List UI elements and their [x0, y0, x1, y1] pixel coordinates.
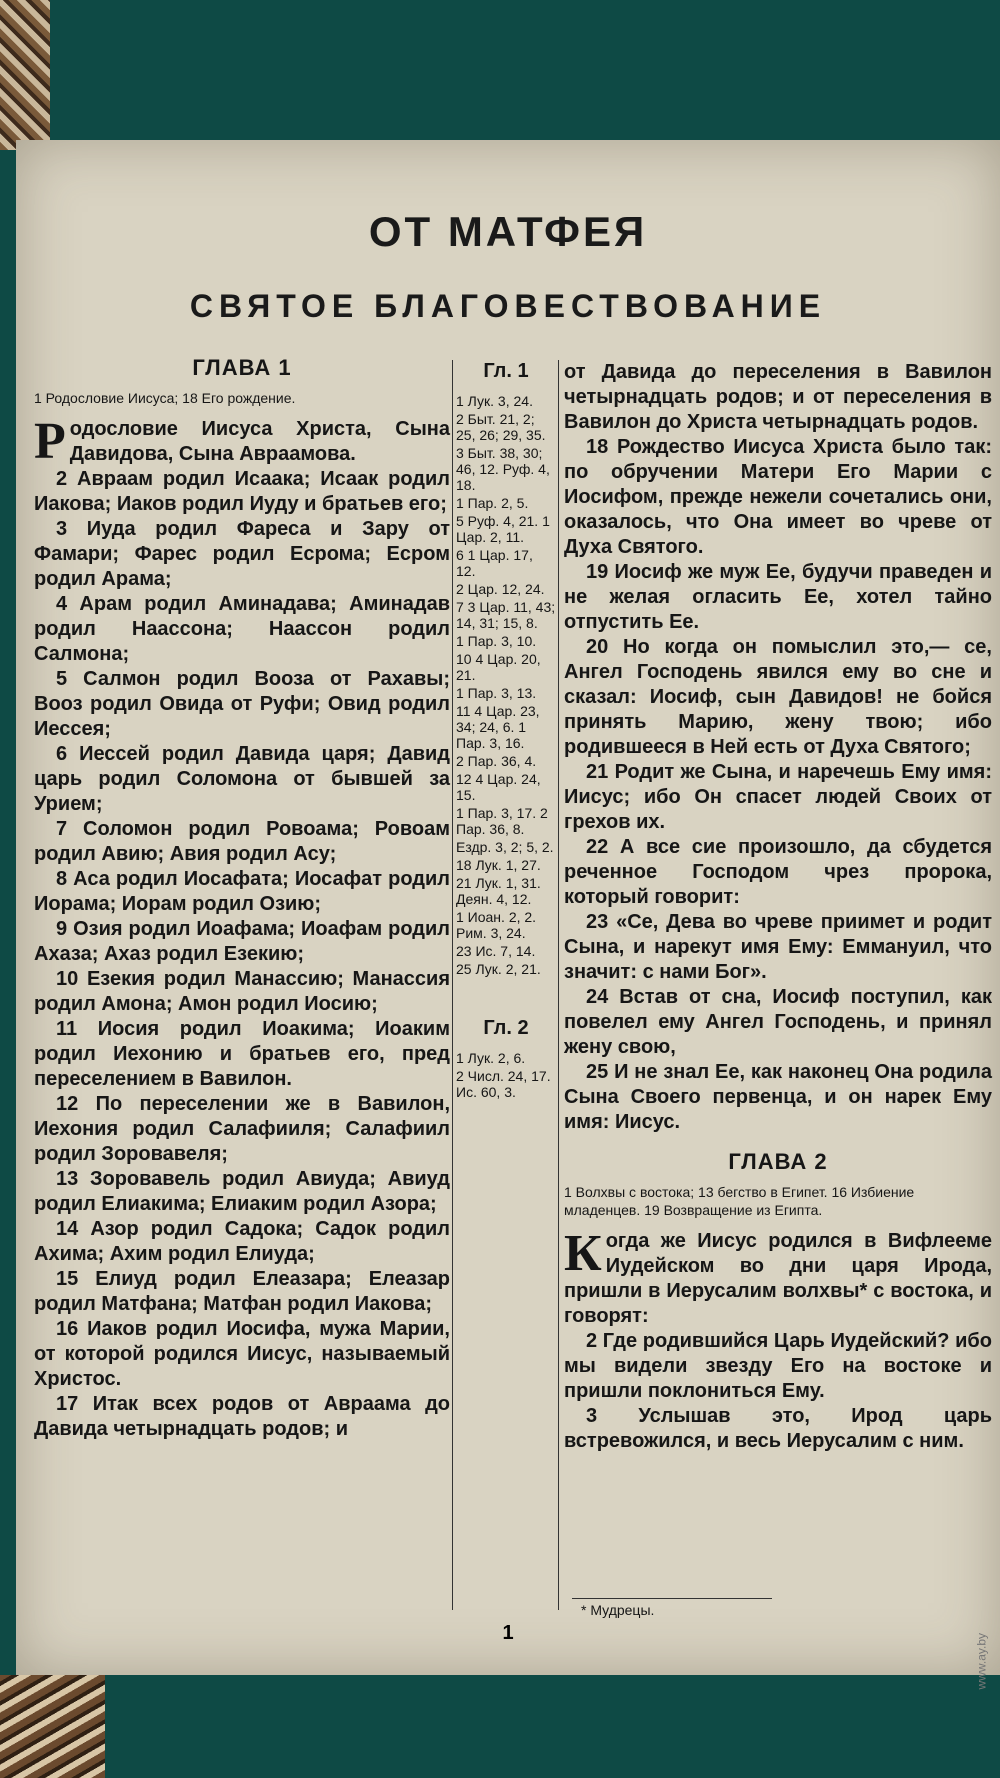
verse: 25 И не знал Ее, как наконец Она родила Сына Своего первенца, и он нарек Ему имя: Иисус. — [564, 1061, 992, 1133]
verse: 3 Услышав это, Ирод царь встревожился, и весь Иерусалим с ним. — [564, 1405, 992, 1452]
cross-ref-item: Ездр. 3, 2; 5, 2. — [456, 839, 554, 855]
chapter2-heading: ГЛАВА 2 — [728, 1149, 828, 1174]
verse: 24 Встав от сна, Иосиф поступил, как повелел ему Ангел Господень, и принял жену свою, — [564, 986, 992, 1058]
column-divider-right — [558, 360, 559, 1610]
cross-ref-list-1 — [456, 393, 556, 977]
chapter2-verse-1 — [564, 1225, 992, 1329]
cross-ref-item: 21 Лук. 1, 31. Деян. 4, 12. — [456, 875, 541, 907]
chapter1-verse-1 — [34, 413, 450, 470]
verse: 4 Арам родил Аминадава; Аминадав родил Наассона; Наассон родил Салмона; — [34, 593, 450, 665]
cross-reference-column — [456, 360, 556, 1102]
chapter2-verses — [564, 1329, 992, 1454]
chapter2-summary: 1 Волхвы с востока; 13 бегство в Египет. 16 Избиение младенцев. 19 Возвращение из Египта. — [564, 1184, 915, 1218]
verse: 18 Рождество Иисуса Христа было так: по обручении Матери Его Марии с Иосифом, прежде нежели сочетались они, оказалось, что Она имеет во чреве от Духа Святого. — [564, 436, 992, 558]
cross-ref-item: 3 Быт. 38, 30; 46, 12. Руф. 4, 18. — [456, 445, 550, 493]
verse: 10 Езекия родил Манассию; Манассия родил Амона; Амон родил Иосию; — [34, 968, 450, 1015]
verse: 15 Елиуд родил Елеазара; Елеазар родил Матфана; Матфан родил Иакова; — [34, 1268, 450, 1315]
verse: 17 Итак всех родов от Авраама до Давида четырнадцать родов; и — [34, 1393, 450, 1440]
text-column-right — [564, 360, 992, 1454]
cross-ref-item: 1 Лук. 2, 6. — [456, 1050, 526, 1066]
verse: 12 По переселении же в Вавилон, Иехония родил Салафииля; Салафиил родил Зоровавеля; — [34, 1093, 450, 1165]
dropcap: Р — [34, 413, 66, 470]
verse: 23 «Се, Дева во чреве приимет и родит Сына, и нарекут имя Ему: Еммануил, что значит: с нами Бог». — [564, 911, 992, 983]
verse: 6 Иессей родил Давида царя; Давид царь родил Соломона от бывшей за Урием; — [34, 743, 450, 815]
cross-ref-head-2: Гл. 2 — [483, 1017, 529, 1039]
cross-ref-item: 1 Иоан. 2, 2. Рим. 3, 24. — [456, 909, 537, 941]
cross-ref-item: 5 Руф. 4, 21. 1 Цар. 2, 11. — [456, 513, 550, 545]
chapter1-verses-left — [34, 467, 450, 1442]
cross-ref-item: 12 4 Цар. 24, 15. — [456, 771, 541, 803]
dropcap: К — [564, 1225, 602, 1282]
page-number: 1 — [502, 1622, 514, 1644]
column-divider-left — [452, 360, 453, 1610]
fabric-corner-top — [0, 0, 50, 150]
verse: 5 Салмон родил Вооза от Рахавы; Вооз родил Овида от Руфи; Овид родил Иессея; — [34, 668, 450, 740]
footnote-rule — [572, 1598, 772, 1599]
watermark: www.ay.by — [974, 1633, 988, 1690]
fabric-corner-bottom — [0, 1675, 105, 1778]
cross-ref-item: 1 Пар. 3, 13. — [456, 685, 537, 701]
cross-ref-item: 11 4 Цар. 23, 34; 24, 6. 1 Пар. 3, 16. — [456, 703, 540, 751]
cross-ref-item: 25 Лук. 2, 21. — [456, 961, 541, 977]
book-title: ОТ МАТФЕЯ — [368, 208, 648, 255]
book-subtitle: СВЯТОЕ БЛАГОВЕСТВОВАНИЕ — [189, 288, 827, 324]
cross-ref-item: 1 Пар. 3, 17. 2 Пар. 36, 8. — [456, 805, 548, 837]
cross-ref-item: 7 3 Цар. 11, 43; 14, 31; 15, 8. — [456, 599, 556, 631]
chapter1-summary: 1 Родословие Иисуса; 18 Его рождение. — [34, 390, 296, 406]
verse: 2 Авраам родил Исаака; Исаак родил Иакова; Иаков родил Иуду и братьев его; — [34, 468, 450, 515]
cross-ref-item: 10 4 Цар. 20, 21. — [456, 651, 541, 683]
cross-ref-head-1: Гл. 1 — [483, 360, 529, 382]
verse: 19 Иосиф же муж Ее, будучи праведен и не желая огласить Ее, хотел тайно отпустить Ее. — [564, 561, 992, 633]
verse: 7 Соломон родил Ровоама; Ровоам родил Авию; Авия родил Асу; — [34, 818, 450, 865]
cross-ref-item: 2 Числ. 24, 17. Ис. 60, 3. — [456, 1068, 551, 1100]
cross-ref-item: 23 Ис. 7, 14. — [456, 943, 536, 959]
chapter1-verses-right — [564, 360, 992, 1135]
cross-ref-item: 18 Лук. 1, 27. — [456, 857, 541, 873]
book-page — [16, 140, 1000, 1690]
verse-text: одословие Иисуса Христа, Сына Давидова, Сына Авраамова. — [69, 418, 450, 465]
cross-ref-item: 1 Пар. 3, 10. — [456, 633, 537, 649]
footnote: * Мудрецы. — [581, 1602, 655, 1618]
cross-ref-item: 2 Быт. 21, 2; 25, 26; 29, 35. — [456, 411, 546, 443]
verse: 22 А все сие произошло, да сбудется реченное Господом чрез пророка, который говорит: — [564, 836, 992, 908]
cross-ref-item: 1 Пар. 2, 5. — [456, 495, 529, 511]
verse: 9 Озия родил Иоафама; Иоафам родил Ахаза; Ахаз родил Езекию; — [34, 918, 450, 965]
cross-ref-item: 1 Лук. 3, 24. — [456, 393, 533, 409]
verse: 20 Но когда он помыслил это,— се, Ангел Господень явился ему во сне и сказал: Иосиф, сын Давидов! не бойся принять Марию, жену твою; ибо родившееся в Ней есть от Духа Святого; — [564, 636, 992, 758]
cross-ref-item: 2 Цар. 12, 24. — [456, 581, 545, 597]
verse: 21 Родит же Сына, и наречешь Ему имя: Иисус; ибо Он спасет людей Своих от грехов их. — [564, 761, 992, 833]
verse: 2 Где родившийся Царь Иудейский? ибо мы видели звезду Его на востоке и пришли поклониться Ему. — [564, 1330, 992, 1402]
verse: 8 Аса родил Иосафата; Иосафат родил Иорама; Иорам родил Озию; — [34, 868, 450, 915]
chapter1-heading: ГЛАВА 1 — [192, 355, 292, 380]
verse: 16 Иаков родил Иосифа, мужа Марии, от которой родился Иисус, называемый Христос. — [34, 1318, 450, 1390]
cross-ref-list-2 — [456, 1050, 556, 1100]
cross-ref-item: 6 1 Цар. 17, 12. — [456, 547, 533, 579]
verse: 14 Азор родил Садока; Садок родил Ахима; Ахим родил Елиуда; — [34, 1218, 450, 1265]
verse: от Давида до переселения в Вавилон четырнадцать родов; и от переселения в Вавилон до Христа четырнадцать родов. — [564, 361, 992, 433]
verse: 3 Иуда родил Фареса и Зару от Фамари; Фарес родил Есрома; Есром родил Арама; — [34, 518, 450, 590]
verse: 13 Зоровавель родил Авиуда; Авиуд родил Елиакима; Елиаким родил Азора; — [34, 1168, 450, 1215]
verse: 11 Иосия родил Иоакима; Иоаким родил Иехонию и братьев его, пред переселением в Вавилон. — [34, 1018, 450, 1090]
cross-ref-item: 2 Пар. 36, 4. — [456, 753, 537, 769]
verse-text: огда же Иисус родился в Вифлееме Иудейском во дни царя Ирода, пришли в Иерусалим волхвы* с востока, и говорят: — [564, 1230, 992, 1327]
text-column-left — [34, 355, 450, 1442]
